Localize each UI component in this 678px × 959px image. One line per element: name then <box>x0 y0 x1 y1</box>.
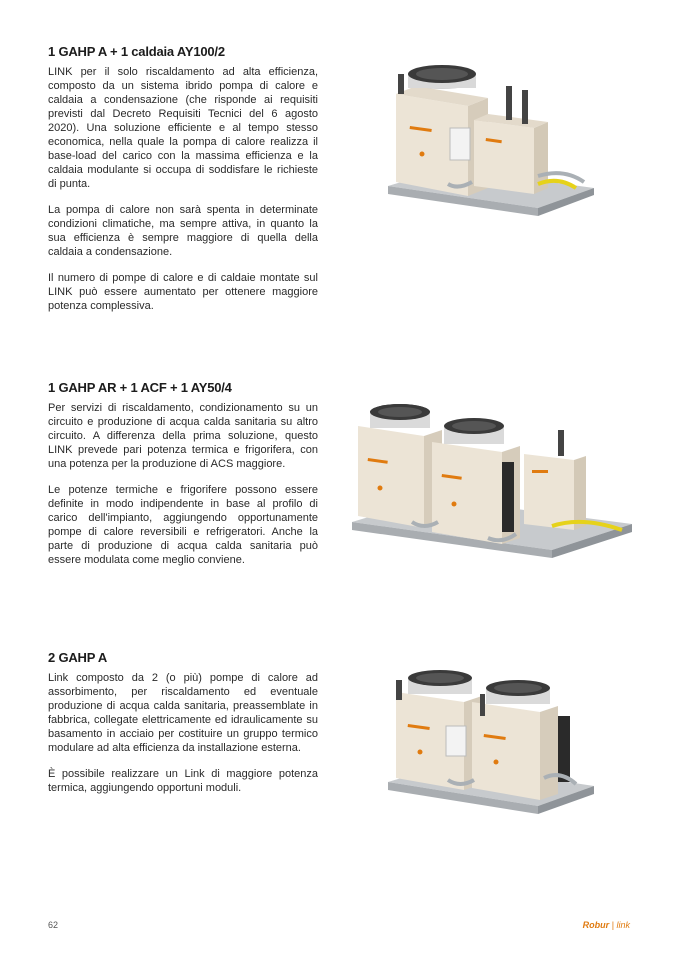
product-image-gahp-ar-acf-ay50 <box>352 404 632 564</box>
paragraph: È possibile realizzare un Link di maggiore potenza termica, aggiungendo opportuni moduli. <box>48 768 318 794</box>
paragraph: Per servizi di riscaldamento, condizionamento su un circuito e produzione di acqua calda sanitaria su altro circuito. A differenza della prima soluzione, questo LINK prevede pari potenza termica e frigorifera, con una potenza per la produzione di ACS maggiore. <box>48 402 318 470</box>
brand-name: Robur <box>582 920 610 930</box>
paragraph: La pompa di calore non sarà spenta in determinate condizioni climatiche, ma sempre attiva, in quanto la sua efficienza è sempre maggiore di quella della caldaia a condensazione. <box>48 204 318 258</box>
section-title: 1 GAHP A + 1 caldaia AY100/2 <box>48 44 225 59</box>
section-title: 2 GAHP A <box>48 650 108 665</box>
paragraph: Il numero di pompe di calore e di caldaie montate sul LINK può essere aumentato per ottenere maggiore potenza complessiva. <box>48 272 318 312</box>
footer-brand <box>583 920 630 930</box>
paragraph: LINK per il solo riscaldamento ad alta efficienza, composto da un sistema ibrido pompa di calore e caldaia a condensazione (che risponde ai requisiti previsti dal Decreto Requisiti Tecnici del 6 agosto 2020). Una soluzione efficiente e al tempo stesso economica, nella quale la pompa di calore realizza il base-load del carico con la massima efficienza e la caldaia modulante si occupa di soddisfare le richieste di punta. <box>48 66 318 190</box>
paragraph: Link composto da 2 (o più) pompe di calore ad assorbimento, per riscaldamento ed eventuale produzione di acqua calda sanitaria, preassemblate in fabbrica, collegate elettricamente ed idraulicamente su basamento in acciaio per costituire un gruppo termico modulare ad alta efficienza da installazione esterna. <box>48 672 318 754</box>
product-name: link <box>616 920 630 930</box>
product-image-gahp-a-ay100 <box>388 64 594 224</box>
product-image-2-gahp-a <box>388 668 594 818</box>
section-3 <box>48 650 318 807</box>
brand-separator: | <box>609 920 617 930</box>
page-number: 62 <box>48 920 59 930</box>
paragraph: Le potenze termiche e frigorifere possono essere definite in modo indipendente in base al profilo di carico dell'impianto, aggiungendo opportunamente pompe di calore reversibili e refrigeratori. Anche la parte di produzione di acqua calda sanitaria può essere modulata come meglio conviene. <box>48 484 318 566</box>
section-title: 1 GAHP AR + 1 ACF + 1 AY50/4 <box>48 380 232 395</box>
section-2 <box>48 380 318 579</box>
section-1 <box>48 44 318 325</box>
